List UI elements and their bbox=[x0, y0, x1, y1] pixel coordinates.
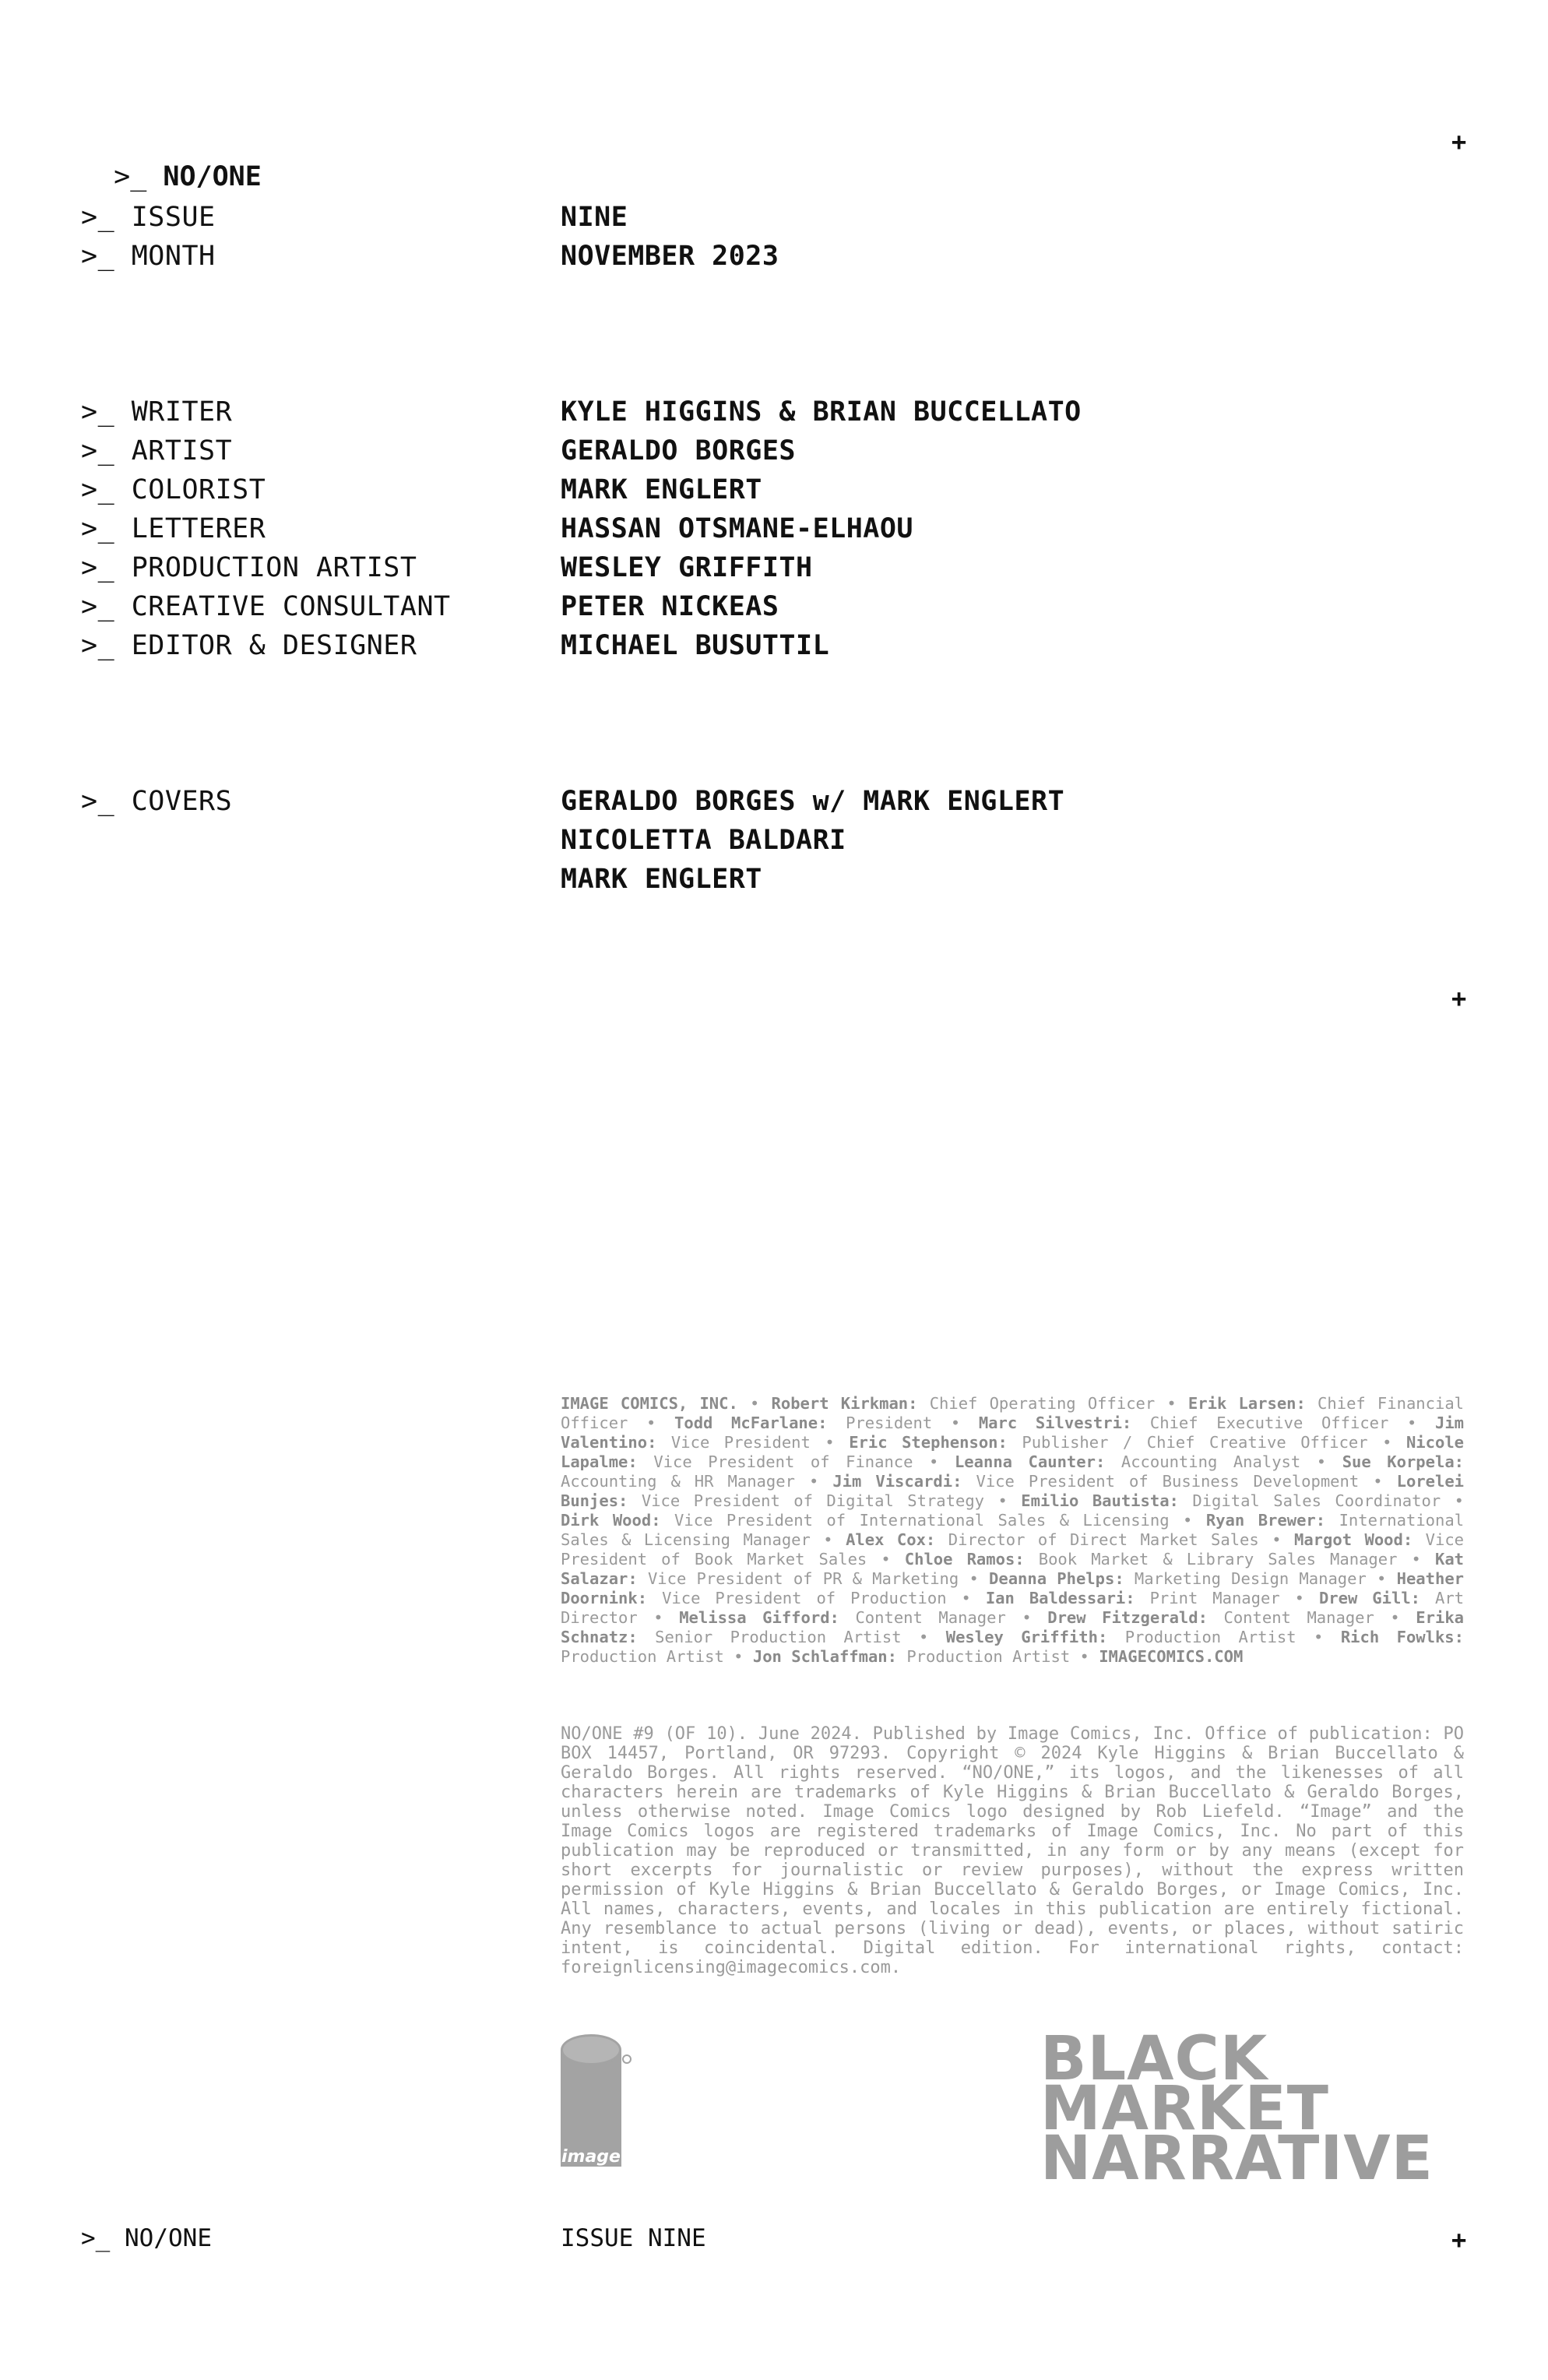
credit-value-editor-designer: MICHAEL BUSUTTIL bbox=[561, 630, 830, 661]
staff-name: Alex Cox: bbox=[846, 1530, 936, 1549]
staff-role: Vice President of Production bbox=[662, 1589, 947, 1607]
staff-name: Todd McFarlane: bbox=[674, 1414, 828, 1432]
staff-name: Rich Fowlks: bbox=[1340, 1628, 1464, 1646]
staff-role: Production Artist bbox=[906, 1647, 1071, 1666]
prompt-glyph: >_ bbox=[81, 396, 115, 428]
staff-name: Ryan Brewer: bbox=[1205, 1511, 1326, 1530]
credit-value-letterer: HASSAN OTSMANE-ELHAOU bbox=[561, 513, 914, 544]
staff-name: Emilio Bautista: bbox=[1021, 1491, 1179, 1510]
staff-name: Lorelei Bunjes: bbox=[561, 1472, 1465, 1510]
staff-name: Margot Wood: bbox=[1293, 1530, 1413, 1549]
staff-role: Production Artist bbox=[561, 1647, 724, 1666]
staff-name: Dirk Wood: bbox=[561, 1511, 661, 1530]
staff-name: Heather Doornink: bbox=[561, 1569, 1465, 1607]
staff-role: Chief Financial Officer bbox=[561, 1394, 1465, 1432]
month-label-row bbox=[81, 237, 216, 276]
staff-role: Marketing Design Manager bbox=[1134, 1569, 1367, 1588]
credit-label-production-artist bbox=[81, 548, 417, 587]
prompt-glyph: >_ bbox=[81, 2224, 111, 2252]
credit-label-colorist bbox=[81, 470, 266, 509]
header-title-row bbox=[81, 118, 262, 196]
cover-artist-3: MARK ENGLERT bbox=[561, 864, 762, 895]
staff-name: Chloe Ramos: bbox=[904, 1550, 1025, 1568]
issue-label: ISSUE bbox=[131, 202, 216, 233]
staff-name: Jim Valentino: bbox=[561, 1414, 1465, 1452]
staff-role: Vice President of PR & Marketing bbox=[647, 1569, 959, 1588]
bmn-line-market: MARKET bbox=[1040, 2074, 1329, 2144]
prompt-glyph: >_ bbox=[81, 591, 115, 622]
staff-name: Deanna Phelps: bbox=[989, 1569, 1124, 1588]
credit-value-creative-consultant: PETER NICKEAS bbox=[561, 591, 779, 622]
staff-role: Director of Direct Market Sales bbox=[948, 1530, 1259, 1549]
staff-name: Jim Viscardi: bbox=[832, 1472, 962, 1491]
staff-role: Print Manager bbox=[1149, 1589, 1280, 1607]
legal-indicia: NO/ONE #9 (OF 10). June 2024. Published by Image Comics, Inc. Office of publication: PO BOX 14457, Portland, OR 97293. Copyright © 2024 Kyle Higgins & Brian Buccellato & Geraldo Borges. All rights reserved. “NO/ONE,” its logos, and the likenesses of all characters herein are trademarks of Kyle Higgins & Brian Buccellato & Geraldo Borges, unless otherwise noted. Image Comics logo designed by Rob Liefeld. “Image” and the Image Comics logos are registered trademarks of Image Comics, Inc. No part of this publication may be reproduced or transmitted, in any form or by any means (except for short excerpts for journalistic or review purposes), without the express written permission of Kyle Higgins & Brian Buccellato & Geraldo Borges, or Image Comics, Inc. All names, characters, events, and locales in this publication are entirely fictional. Any resemblance to actual persons (living or dead), events, or places, without satiric intent, is coincidental. Digital edition. For international rights, contact: foreignlicensing@imagecomics.com. bbox=[561, 1724, 1464, 1977]
footer-series-title: NO/ONE bbox=[125, 2224, 212, 2252]
staff-role: Vice President bbox=[670, 1433, 811, 1452]
month-value: NOVEMBER 2023 bbox=[561, 241, 779, 272]
staff-name: Drew Gill: bbox=[1318, 1589, 1421, 1607]
credit-label-writer bbox=[81, 393, 232, 431]
staff-role: Vice President of Digital Strategy bbox=[641, 1491, 985, 1510]
cover-artist-1: GERALDO BORGES w/ MARK ENGLERT bbox=[561, 786, 1065, 817]
credit-label: CREATIVE CONSULTANT bbox=[131, 591, 451, 622]
credit-label-creative-consultant bbox=[81, 587, 451, 626]
credit-value-colorist: MARK ENGLERT bbox=[561, 474, 762, 505]
staff-name: Jon Schlaffman: bbox=[752, 1647, 897, 1666]
prompt-glyph: >_ bbox=[81, 630, 115, 661]
staff-role: Production Artist bbox=[1124, 1628, 1296, 1646]
staff-name: Erika Schnatz: bbox=[561, 1608, 1465, 1646]
image-logo-text: image bbox=[561, 2147, 621, 2167]
credit-label: WRITER bbox=[131, 396, 233, 428]
staff-role: Vice President of International Sales & Licensing bbox=[674, 1511, 1170, 1530]
series-title: NO/ONE bbox=[163, 161, 262, 192]
staff-role: Chief Executive Officer bbox=[1149, 1414, 1389, 1432]
staff-role: Vice President of Business Development bbox=[976, 1472, 1360, 1491]
month-label: MONTH bbox=[131, 241, 216, 272]
staff-name: Drew Fitzgerald: bbox=[1047, 1608, 1208, 1627]
staff-role: Senior Production Artist bbox=[655, 1628, 902, 1646]
staff-name: Wesley Griffith: bbox=[945, 1628, 1108, 1646]
staff-name: Robert Kirkman: bbox=[771, 1394, 918, 1413]
prompt-glyph: >_ bbox=[81, 552, 115, 583]
image-comics-staff-list: IMAGE COMICS, INC. • Robert Kirkman: Chief Operating Officer • Erik Larsen: Chief Financial Officer • Todd McFarlane: President • Marc Silvestri: Chief Executive Officer • Jim Valentino: Vice President • Eric Stephenson: Publisher / Chief Creative Officer • Nicole Lapalme: Vice President of Finance • Leanna Caunter: Accounting Analyst • Sue Korpela: Accounting & HR Manager • Jim Viscardi: Vice President of Business Development • Lorelei Bunjes: Vice President of Digital Strategy • Emilio Bautista: Digital Sales Coordinator • Dirk Wood: Vice President of International Sales & Licensing • Ryan Brewer: International Sales & Licensing Manager • Alex Cox: Director of Direct Market Sales • Margot Wood: Vice President of Book Market Sales • Chloe Ramos: Book Market & Library Sales Manager • Kat Salazar: Vice President of PR & Marketing • Deanna Phelps: Marketing Design Manager • Heather Doornink: Vice President of Production • Ian Baldessari: Print Manager • Drew Gill: Art Director • Melissa Gifford: Content Manager • Drew Fitzgerald: Content Manager • Erika Schnatz: Senior Production Artist • Wesley Griffith: Production Artist • Rich Fowlks: Production Artist • Jon Schlaffman: Production Artist • IMAGECOMICS.COM bbox=[561, 1394, 1465, 1666]
staff-name: IMAGECOMICS.COM bbox=[1099, 1647, 1244, 1666]
staff-role: Content Manager bbox=[1223, 1608, 1374, 1627]
credit-label-artist bbox=[81, 431, 232, 470]
staff-role: President bbox=[846, 1414, 933, 1432]
credit-label-letterer bbox=[81, 509, 266, 548]
staff-name: Erik Larsen: bbox=[1187, 1394, 1306, 1413]
corner-plus-bottom: + bbox=[1451, 2225, 1467, 2255]
staff-role: Accounting Analyst bbox=[1121, 1452, 1301, 1471]
staff-role: Art Director bbox=[561, 1589, 1465, 1627]
issue-value: NINE bbox=[561, 202, 628, 233]
black-market-narrative-logo bbox=[1040, 2024, 1476, 2194]
staff-name: Kat Salazar: bbox=[561, 1550, 1465, 1588]
bmn-line-black: BLACK bbox=[1040, 2024, 1268, 2094]
credit-label: PRODUCTION ARTIST bbox=[131, 552, 417, 583]
prompt-glyph: >_ bbox=[81, 202, 115, 233]
staff-name: IMAGE COMICS, INC. bbox=[561, 1394, 738, 1413]
staff-name: Ian Baldessari: bbox=[985, 1589, 1135, 1607]
credit-value-production-artist: WESLEY GRIFFITH bbox=[561, 552, 813, 583]
staff-name: Nicole Lapalme: bbox=[561, 1433, 1465, 1471]
prompt-glyph: >_ bbox=[81, 513, 115, 544]
credit-label: EDITOR & DESIGNER bbox=[131, 630, 417, 661]
staff-role: Publisher / Chief Creative Officer bbox=[1022, 1433, 1368, 1452]
staff-role: Accounting & HR Manager bbox=[561, 1472, 795, 1491]
prompt-glyph: >_ bbox=[81, 474, 115, 505]
staff-name: Leanna Caunter: bbox=[954, 1452, 1106, 1471]
staff-role: International Sales & Licensing Manager bbox=[561, 1511, 1465, 1549]
staff-role: Book Market & Library Sales Manager bbox=[1038, 1550, 1398, 1568]
staff-role: Vice President of Book Market Sales bbox=[561, 1530, 1465, 1568]
cover-artist-2: NICOLETTA BALDARI bbox=[561, 825, 846, 856]
credit-label: LETTERER bbox=[131, 513, 266, 544]
prompt-glyph: >_ bbox=[81, 435, 115, 466]
image-comics-logo bbox=[559, 2033, 637, 2174]
staff-role: Content Manager bbox=[855, 1608, 1006, 1627]
issue-label-row bbox=[81, 198, 216, 237]
footer-series bbox=[81, 2223, 212, 2254]
covers-label: COVERS bbox=[131, 786, 233, 817]
bmn-line-narrative: NARRATIVE bbox=[1040, 2124, 1434, 2194]
staff-role: Digital Sales Coordinator bbox=[1192, 1491, 1441, 1510]
staff-name: Sue Korpela: bbox=[1342, 1452, 1465, 1471]
staff-name: Eric Stephenson: bbox=[849, 1433, 1008, 1452]
staff-name: Marc Silvestri: bbox=[978, 1414, 1132, 1432]
credit-label-editor-designer bbox=[81, 626, 417, 665]
credit-label: COLORIST bbox=[131, 474, 266, 505]
staff-name: Melissa Gifford: bbox=[679, 1608, 839, 1627]
prompt-glyph: >_ bbox=[114, 161, 147, 192]
prompt-glyph: >_ bbox=[81, 241, 115, 272]
staff-role: Chief Operating Officer bbox=[929, 1394, 1156, 1413]
corner-plus-top: + bbox=[1451, 127, 1467, 157]
credit-value-writer: KYLE HIGGINS & BRIAN BUCCELLATO bbox=[561, 396, 1082, 428]
covers-label-row bbox=[81, 782, 232, 821]
credit-value-artist: GERALDO BORGES bbox=[561, 435, 797, 466]
staff-role: Vice President of Finance bbox=[653, 1452, 913, 1471]
prompt-glyph: >_ bbox=[81, 786, 115, 817]
footer-issue: ISSUE NINE bbox=[561, 2224, 706, 2252]
credit-label: ARTIST bbox=[131, 435, 233, 466]
corner-plus-middle: + bbox=[1451, 984, 1467, 1013]
image-logo-icon bbox=[559, 2033, 637, 2174]
